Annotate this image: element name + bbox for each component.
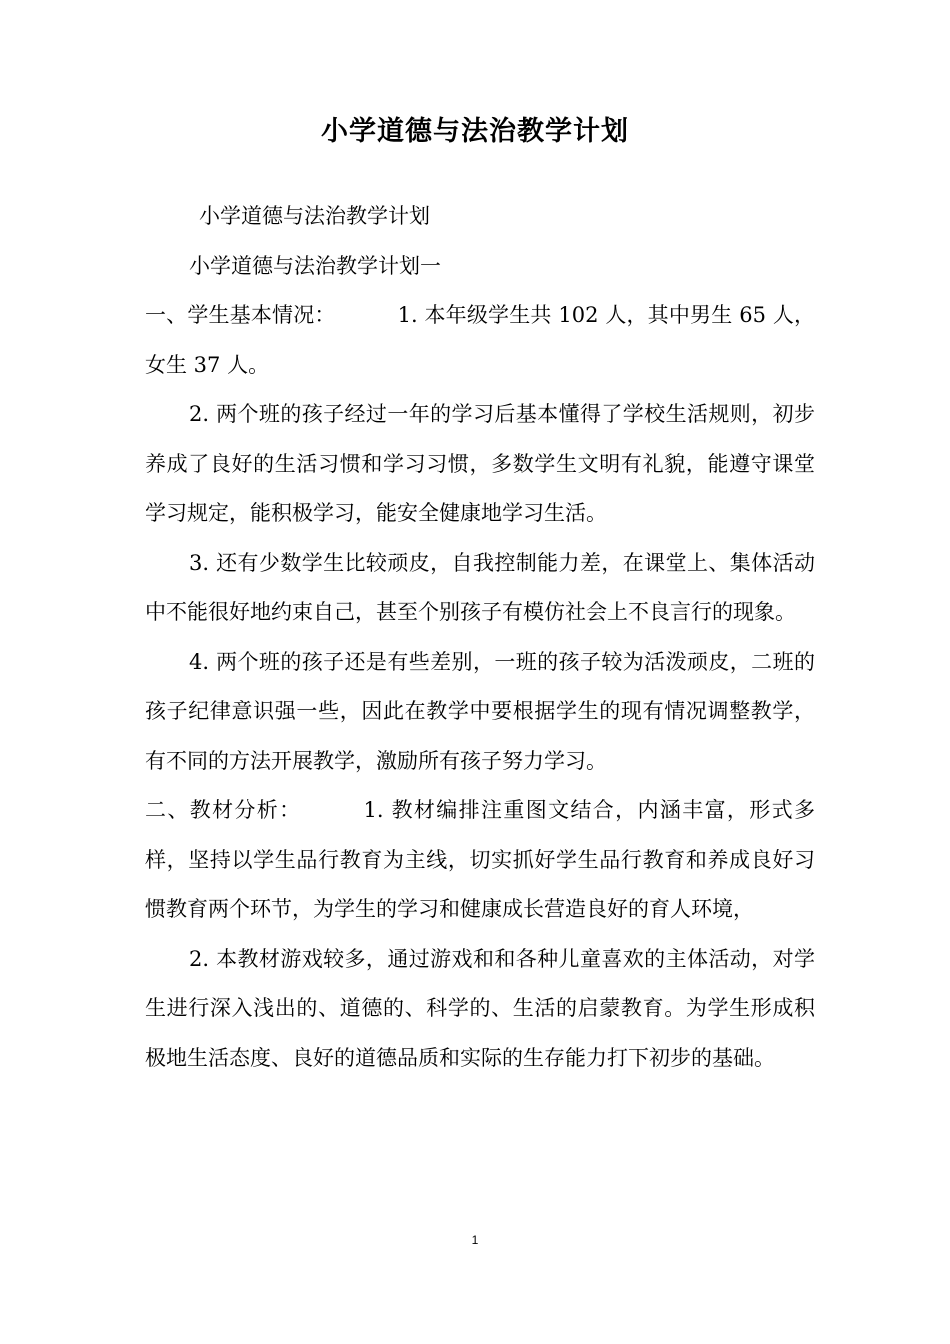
part1-label: 一、学生基本情况：: [145, 303, 336, 327]
document-subtitle: 小学道德与法治教学计划: [199, 204, 430, 228]
part2-item1-text: 1. 教材编排注重图文结合，内涵丰富，形式多样，坚持以学生品行教育为主线，切实抓好学生品行教育和养成良好习惯教育两个环节，为学生的学习和健康成长营造良好的育人环境，: [145, 798, 815, 921]
paragraph-part1-item1: [145, 291, 815, 390]
section-heading: 小学道德与法治教学计划一: [189, 253, 441, 278]
paragraph-part2-item2: 2. 本教材游戏较多，通过游戏和和各种儿童喜欢的主体活动，对学生进行深入浅出的、道德的、科学的、生活的启蒙教育。为学生形成积极地生活态度、良好的道德品质和实际的生存能力打下初步的基础。: [145, 946, 815, 1070]
paragraph-part1-item4: 4. 两个班的孩子还是有些差别，一班的孩子较为活泼顽皮，二班的孩子纪律意识强一些，因此在教学中要根据学生的现有情况调整教学，有不同的方法开展教学，激励所有孩子努力学习。: [145, 649, 815, 773]
part1-item1-text: 1. 本年级学生共 102 人，其中男生 65 人，女生 37 人。: [145, 303, 815, 377]
document-title: 小学道德与法治教学计划: [321, 116, 629, 147]
document-body: [145, 192, 815, 1083]
paragraph-part2-item1: [145, 786, 815, 935]
part2-label: 二、教材分析：: [145, 798, 302, 822]
page-number: 1: [471, 1233, 479, 1247]
paragraph-part1-item2: 2. 两个班的孩子经过一年的学习后基本懂得了学校生活规则，初步养成了良好的生活习惯和学习习惯，多数学生文明有礼貌，能遵守课堂学习规定，能积极学习，能安全健康地学习生活。: [145, 402, 815, 525]
paragraph-part1-item3: 3. 还有少数学生比较顽皮，自我控制能力差，在课堂上、集体活动中不能很好地约束自己，甚至个别孩子有模仿社会上不良言行的现象。: [145, 550, 815, 624]
